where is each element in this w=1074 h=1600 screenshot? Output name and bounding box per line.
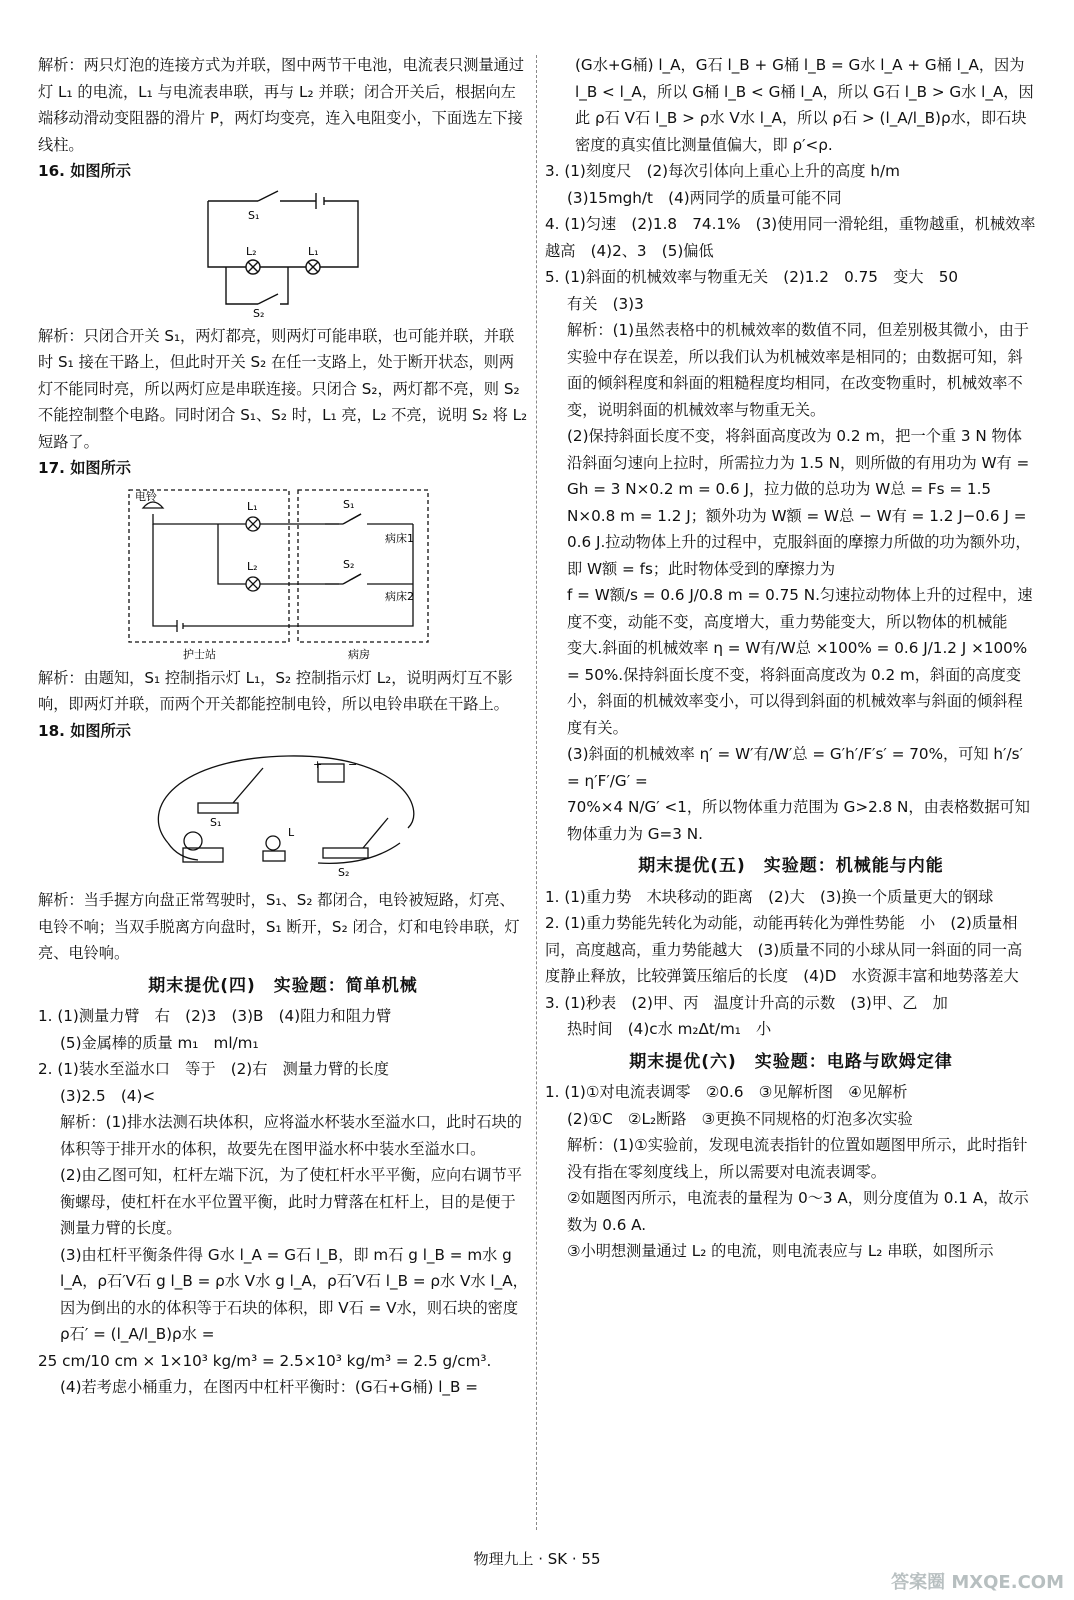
analysis-2-result: 25 cm/10 cm × 1×10³ kg/m³ = 2.5×10³ kg/m³ = 2.5 g/cm³. <box>38 1351 492 1370</box>
circuit-diagram-17 <box>123 486 443 661</box>
answer-1-line-1: 1. (1)测量力臂 右 (2)3 (3)B (4)阻力和阻力臂 <box>38 1007 392 1025</box>
answer-c1-line-1: 1. (1)①对电流表调零 ②0.6 ③见解析图 ④见解析 <box>545 1083 908 1101</box>
answer-3-line-2: (3)15mgh/t (4)两同学的质量可能不同 <box>567 188 842 207</box>
label-l2: L₂ <box>247 559 258 573</box>
analysis-5-part-3: (3)斜面的机械效率 η′ = W′有/W′总 = G′h′/F′s′ = 70%，可知 h′/s′ = η′F′/G′ = <box>567 745 1023 790</box>
analysis-5-friction: f = W额/s = 0.6 J/0.8 m = 0.75 N.匀速拉动物体上升的过程中，速度不变，动能不变，高度增大，重力势能变大，所以物体的机械能 <box>567 586 1033 631</box>
answer-4: 4. (1)匀速 (2)1.8 74.1% (3)使用同一滑轮组，重物越重，机械效率越高 (4)2、3 (5)偏低 <box>545 215 1036 260</box>
question-17: 17. 如图所示 <box>38 459 131 477</box>
page-footer: 物理九上 · SK · 55 <box>473 1550 601 1568</box>
answer-c1-line-2: (2)①C ②L₂断路 ③更换不同规格的灯泡多次实验 <box>567 1109 913 1128</box>
label-s2: S₂ <box>253 306 265 319</box>
question-16: 16. 如图所示 <box>38 162 131 180</box>
analysis-15: 解析：两只灯泡的连接方式为并联，图中两节干电池，电流表只测量通过灯 L₁ 的电流，L₁ 与电流表串联，再与 L₂ 并联；闭合开关后，根据向左端移动滑动变阻器的滑片 P，两灯均变亮，连入电阻变小，下面选左下接线柱。 <box>38 56 524 154</box>
answer-2-line-2: (3)2.5 (4)< <box>60 1086 156 1105</box>
analysis-2-part-4: (4)若考虑小桶重力，在图丙中杠杆平衡时：(G石+G桶) l_B = <box>60 1378 478 1396</box>
section-heading-6: 期末提优(六) 实验题：电路与欧姆定律 <box>629 1051 953 1072</box>
analysis-c1-part-2: ②如题图丙所示，电流表的量程为 0～3 A，则分度值为 0.1 A，故示数为 0.6 A. <box>567 1189 1029 1234</box>
analysis-2-continued: (G水+G桶) l_A，G石 l_B + G桶 l_B = G水 l_A + G桶 l_A，因为 l_B < l_A，所以 G桶 l_B < G桶 l_A，所以 G石 l_B > G水 l_A，因此 ρ石 V石 l_B > ρ水 V水 l_A，所以 ρ石 > (l_A/l_B)ρ水，即石块密度的真实值比测量值偏大，即 ρ′<ρ. <box>575 56 1034 154</box>
circuit-diagram-18 <box>138 748 428 883</box>
answer-1-line-2: (5)金属棒的质量 m₁ ml/m₁ <box>60 1033 259 1052</box>
label-s2: S₂ <box>343 557 355 571</box>
left-column <box>38 52 528 1401</box>
label-s2: S₂ <box>338 866 350 879</box>
label-s1: S₁ <box>248 208 260 222</box>
label-s1: S₁ <box>343 497 355 511</box>
answer-2-line-1: 2. (1)装水至溢水口 等于 (2)右 测量力臂的长度 <box>38 1060 389 1078</box>
analysis-17: 解析：由题知，S₁ 控制指示灯 L₁，S₂ 控制指示灯 L₂，说明两灯互不影响，即两灯并联，而两个开关都能控制电铃，所以电铃串联在干路上。 <box>38 668 513 713</box>
analysis-c1-part-1: 解析：(1)①实验前，发现电流表指针的位置如题图甲所示，此时指针没有指在零刻度线上，所以需要对电流表调零。 <box>567 1136 1028 1181</box>
label-bell: 电铃 <box>135 489 157 503</box>
label-bed1: 病床1 <box>385 531 414 545</box>
answer-b1: 1. (1)重力势 木块移动的距离 (2)大 (3)换一个质量更大的钢球 <box>545 887 994 906</box>
analysis-5-conclusion: 70%×4 N/G′ <1，所以物体重力范围为 G>2.8 N，由表格数据可知物体重力为 G=3 N. <box>567 798 1030 843</box>
analysis-16: 解析：只闭合开关 S₁，两灯都亮，则两灯可能串联，也可能并联，并联时 S₁ 接在干路上，但此时开关 S₂ 在任一支路上，处于断开状态，则两灯不能同时亮，所以两灯应是串联连接。只闭合 S₂，两灯都不亮，则 S₂ 不能控制整个电路。同时闭合 S₁、S₂ 时，L₁ 亮，L₂ 不亮，说明 S₂ 将 L₂ 短路了。 <box>38 326 528 451</box>
section-heading-4: 期末提优(四) 实验题：简单机械 <box>148 975 418 996</box>
answer-5-line-2: 有关 (3)3 <box>567 294 644 313</box>
circuit-diagram-16 <box>198 189 368 319</box>
watermark: 答案圈 MXQE.COM <box>891 1572 1064 1593</box>
label-bed2: 病床2 <box>385 589 414 603</box>
label-l: L <box>288 826 295 839</box>
analysis-2-part-3: (3)由杠杆平衡条件得 G水 l_A = G石 l_B，即 m石 g l_B = m水 g l_A，ρ石′V石 g l_B = ρ水 V水 g l_A，ρ石′V石 l_B = ρ水 V水 l_A，因为倒出的水的体积等于石块的体积，即 V石 = V水，则石块的密度 ρ石′ = (l_A/l_B)ρ水 = <box>60 1245 528 1343</box>
right-column <box>545 52 1037 1265</box>
analysis-c1-part-3: ③小明想测量通过 L₂ 的电流，则电流表应与 L₂ 串联，如图所示 <box>567 1242 994 1260</box>
answer-5-line-1: 5. (1)斜面的机械效率与物重无关 (2)1.2 0.75 变大 50 <box>545 268 959 286</box>
plus-sign: + <box>313 758 323 771</box>
answer-b2: 2. (1)重力势能先转化为动能，动能再转化为弹性势能 小 (2)质量相同，高度越高，重力势能越大 (3)质量不同的小球从同一斜面的同一高度静止释放，比较弹簧压缩后的长度 (4)D 水资源丰富和地势落差大 <box>545 914 1023 985</box>
analysis-18: 解析：当手握方向盘正常驾驶时，S₁、S₂ 都闭合，电铃被短路，灯亮、电铃不响；当双手脱离方向盘时，S₁ 断开，S₂ 闭合，灯和电铃串联，灯亮、电铃响。 <box>38 891 520 962</box>
label-l1: L₁ <box>308 244 319 258</box>
analysis-5-part-2: (2)保持斜面长度不变，将斜面高度改为 0.2 m，把一个重 3 N 物体沿斜面匀速向上拉时，所需拉力为 1.5 N，则所做的有用功为 W有 = Gh = 3 N×0.2 m = 0.6 J，拉力做的总功为 W总 = Fs = 1.5 N×0.8 m = 1.2 J；额外功为 W额 = W总 − W有 = 1.2 J−0.6 J = 0.6 J.拉动物体上升的过程中，克服斜面的摩擦力所做的功为额外功，即 W额 = fs；此时物体受到的摩擦力为 <box>567 427 1031 578</box>
analysis-5-efficiency: 变大.斜面的机械效率 η = W有/W总 ×100% = 0.6 J/1.2 J ×100% = 50%.保持斜面长度不变，将斜面高度改为 0.2 m，斜面的高度变小，斜面的机械效率变小，可以得到斜面的机械效率与斜面的倾斜程度有关。 <box>567 639 1028 737</box>
answer-3-line-1: 3. (1)刻度尺 (2)每次引体向上重心上升的高度 h/m <box>545 162 900 180</box>
label-s1: S₁ <box>210 816 222 829</box>
analysis-2-part-1: 解析：(1)排水法测石块体积，应将溢水杯装水至溢水口，此时石块的体积等于排开水的体积，故要先在图甲溢水杯中装水至溢水口。 <box>60 1113 522 1158</box>
answer-b3-line-1: 3. (1)秒表 (2)甲、丙 温度计升高的示数 (3)甲、乙 加 <box>545 993 948 1012</box>
label-l2: L₂ <box>246 244 257 258</box>
analysis-2-part-2: (2)由乙图可知，杠杆左端下沉，为了使杠杆水平平衡，应向右调节平衡螺母，使杠杆在水平位置平衡，此时力臂落在杠杆上，目的是便于测量力臂的长度。 <box>60 1166 522 1237</box>
answer-b3-line-2: 热时间 (4)c水 m₂Δt/m₁ 小 <box>567 1020 772 1038</box>
column-divider <box>536 55 537 1530</box>
section-heading-5: 期末提优(五) 实验题：机械能与内能 <box>638 856 944 876</box>
label-nurse-station: 护士站 <box>183 647 216 661</box>
label-ward: 病房 <box>348 647 370 661</box>
minus-sign: − <box>348 758 358 771</box>
question-18: 18. 如图所示 <box>38 721 131 740</box>
analysis-5-part-1: 解析：(1)虽然表格中的机械效率的数值不同，但差别极其微小，由于实验中存在误差，所以我们认为机械效率是相同的；由数据可知，斜面的倾斜程度和斜面的粗糙程度均相同，在改变物重时，机械效率不变，说明斜面的机械效率与物重无关。 <box>567 321 1029 419</box>
label-l1: L₁ <box>247 499 258 513</box>
